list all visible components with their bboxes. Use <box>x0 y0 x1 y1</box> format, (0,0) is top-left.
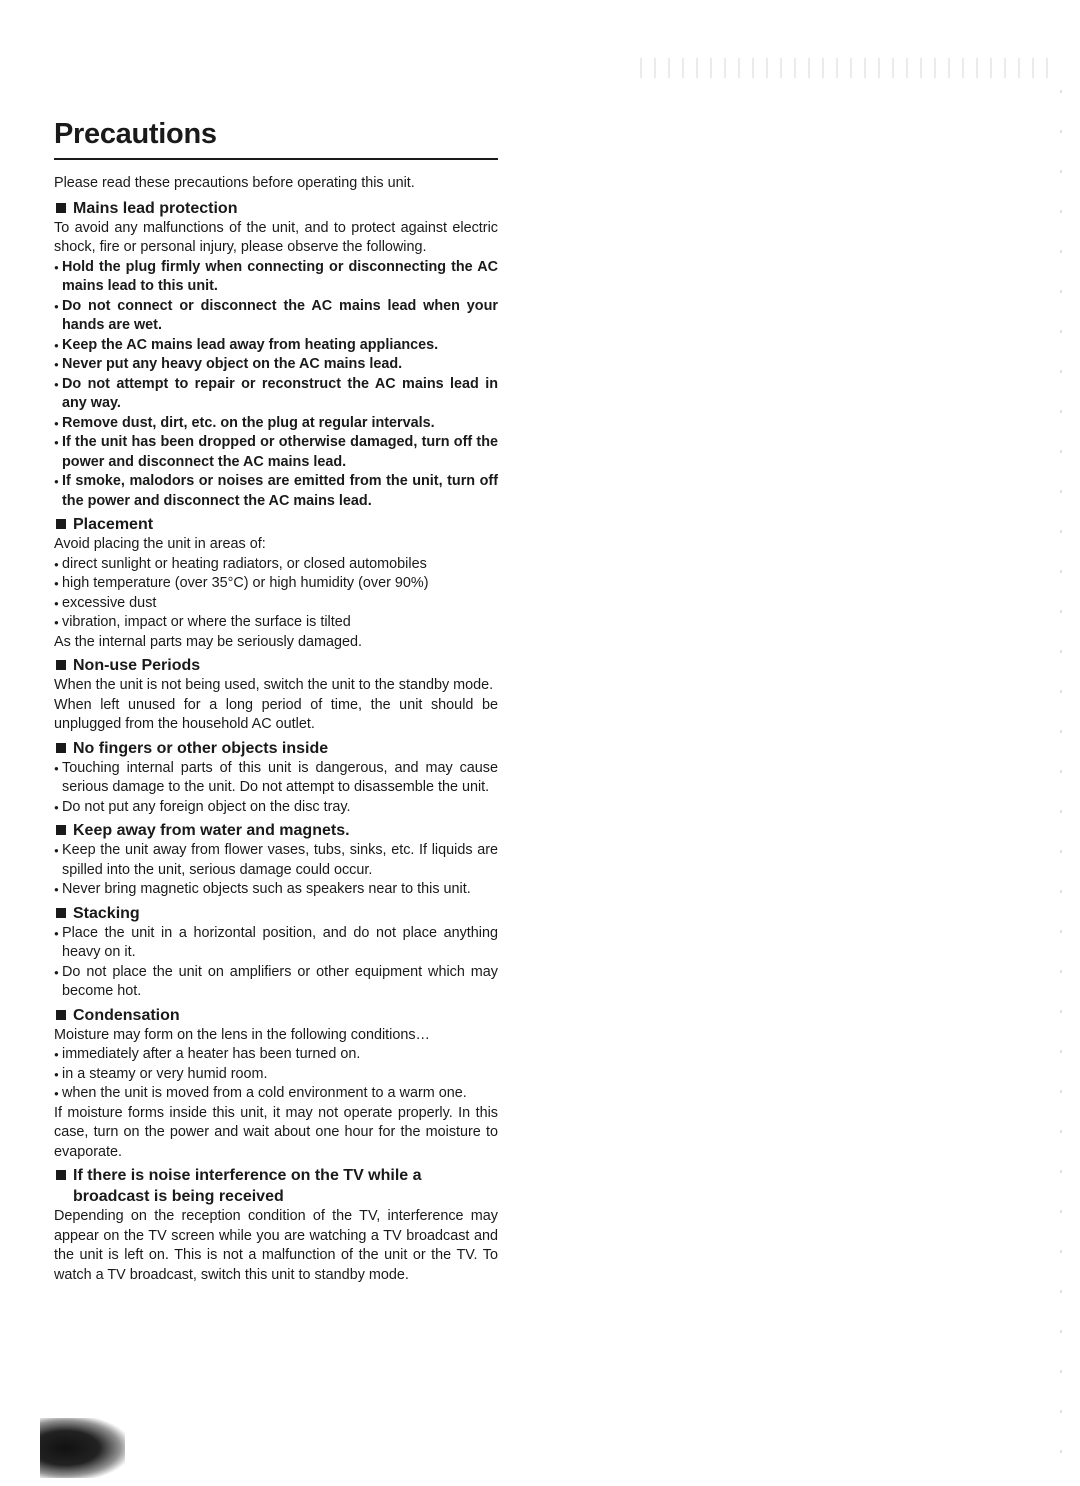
section-heading: Mains lead protection <box>54 198 498 219</box>
bullet-list <box>54 924 498 1002</box>
list-item: ● when the unit is moved from a cold environment to a warm one. <box>54 1084 498 1104</box>
list-item: ● Remove dust, dirt, etc. on the plug at regular intervals. <box>54 414 498 434</box>
list-item: ● Never put any heavy object on the AC mains lead. <box>54 355 498 375</box>
bullet-list <box>54 555 498 633</box>
bullet-list <box>54 759 498 818</box>
list-item: ● high temperature (over 35°C) or high humidity (over 90%) <box>54 574 498 594</box>
square-bullet-icon <box>56 825 66 835</box>
section-text: As the internal parts may be seriously damaged. <box>54 633 362 650</box>
square-bullet-icon <box>56 1170 66 1180</box>
section-placement <box>54 514 498 652</box>
square-bullet-icon <box>56 908 66 918</box>
section-heading: If there is noise interference on the TV while a broadcast is being received <box>54 1165 498 1207</box>
section-heading: Non-use Periods <box>54 655 498 676</box>
list-item: ● If the unit has been dropped or otherwise damaged, turn off the power and disconnect the AC mains lead. <box>54 433 498 472</box>
section-heading: Condensation <box>54 1005 498 1026</box>
scan-noise-edge <box>1060 90 1062 1470</box>
section-text: When left unused for a long period of time, the unit should be unplugged from the household AC outlet. <box>54 696 498 732</box>
list-item: ● Hold the plug firmly when connecting or disconnecting the AC mains lead to this unit. <box>54 258 498 297</box>
list-item: ● Keep the unit away from flower vases, tubs, sinks, etc. If liquids are spilled into the unit, serious damage could occur. <box>54 841 498 880</box>
intro-text: Please read these precautions before operating this unit. <box>54 175 415 191</box>
section-text: Avoid placing the unit in areas of: <box>54 536 266 552</box>
section-water <box>54 820 498 900</box>
page-title: Precautions <box>54 116 498 160</box>
list-item: ● in a steamy or very humid room. <box>54 1065 498 1085</box>
list-item: ● Do not put any foreign object on the disc tray. <box>54 798 498 818</box>
bullet-list <box>54 841 498 900</box>
list-item: ● Touching internal parts of this unit is dangerous, and may cause serious damage to the unit. Do not attempt to disassemble the unit. <box>54 759 498 798</box>
section-text: Moisture may form on the lens in the following conditions… <box>54 1026 430 1043</box>
list-item: ● Do not connect or disconnect the AC mains lead when your hands are wet. <box>54 297 498 336</box>
section-fingers <box>54 738 498 818</box>
list-item: ● Do not attempt to repair or reconstruct the AC mains lead in any way. <box>54 375 498 414</box>
section-nonuse <box>54 655 498 735</box>
section-heading: Keep away from water and magnets. <box>54 820 498 841</box>
scan-smudge <box>40 1418 125 1478</box>
precautions-page <box>54 116 498 1285</box>
section-text: Depending on the reception condition of the TV, interference may appear on the TV screen while you are watching a TV broadcast and the unit is left on. This is not a malfunction of the unit or the TV. To watch a TV broadcast, switch this unit to standby mode. <box>54 1208 498 1283</box>
list-item: ● immediately after a heater has been turned on. <box>54 1045 498 1065</box>
list-item: ● Do not place the unit on amplifiers or other equipment which may become hot. <box>54 963 498 1002</box>
section-heading: No fingers or other objects inside <box>54 738 498 759</box>
bullet-list <box>54 1045 498 1104</box>
bullet-list <box>54 258 498 512</box>
section-text: When the unit is not being used, switch the unit to the standby mode. <box>54 677 494 693</box>
section-condensation <box>54 1005 498 1163</box>
scan-noise-top <box>640 58 1060 78</box>
section-text: To avoid any malfunctions of the unit, and to protect against electric shock, fire or personal injury, please observe the following. <box>54 219 498 255</box>
square-bullet-icon <box>56 660 66 670</box>
section-noise <box>54 1165 498 1285</box>
section-stacking <box>54 903 498 1002</box>
list-item: ● Never bring magnetic objects such as speakers near to this unit. <box>54 880 498 900</box>
list-item: ● vibration, impact or where the surface is tilted <box>54 613 498 633</box>
list-item: ● Keep the AC mains lead away from heating appliances. <box>54 336 498 356</box>
section-heading: Placement <box>54 514 498 535</box>
section-mains <box>54 198 498 512</box>
square-bullet-icon <box>56 203 66 213</box>
list-item: ● If smoke, malodors or noises are emitted from the unit, turn off the power and disconnect the AC mains lead. <box>54 472 498 511</box>
list-item: ● excessive dust <box>54 594 498 614</box>
square-bullet-icon <box>56 519 66 529</box>
square-bullet-icon <box>56 1010 66 1020</box>
section-heading: Stacking <box>54 903 498 924</box>
list-item: ● direct sunlight or heating radiators, or closed automobiles <box>54 555 498 575</box>
square-bullet-icon <box>56 743 66 753</box>
section-text: If moisture forms inside this unit, it may not operate properly. In this case, turn on the power and wait about one hour for the moisture to evaporate. <box>54 1104 498 1160</box>
list-item: ● Place the unit in a horizontal position, and do not place anything heavy on it. <box>54 924 498 963</box>
